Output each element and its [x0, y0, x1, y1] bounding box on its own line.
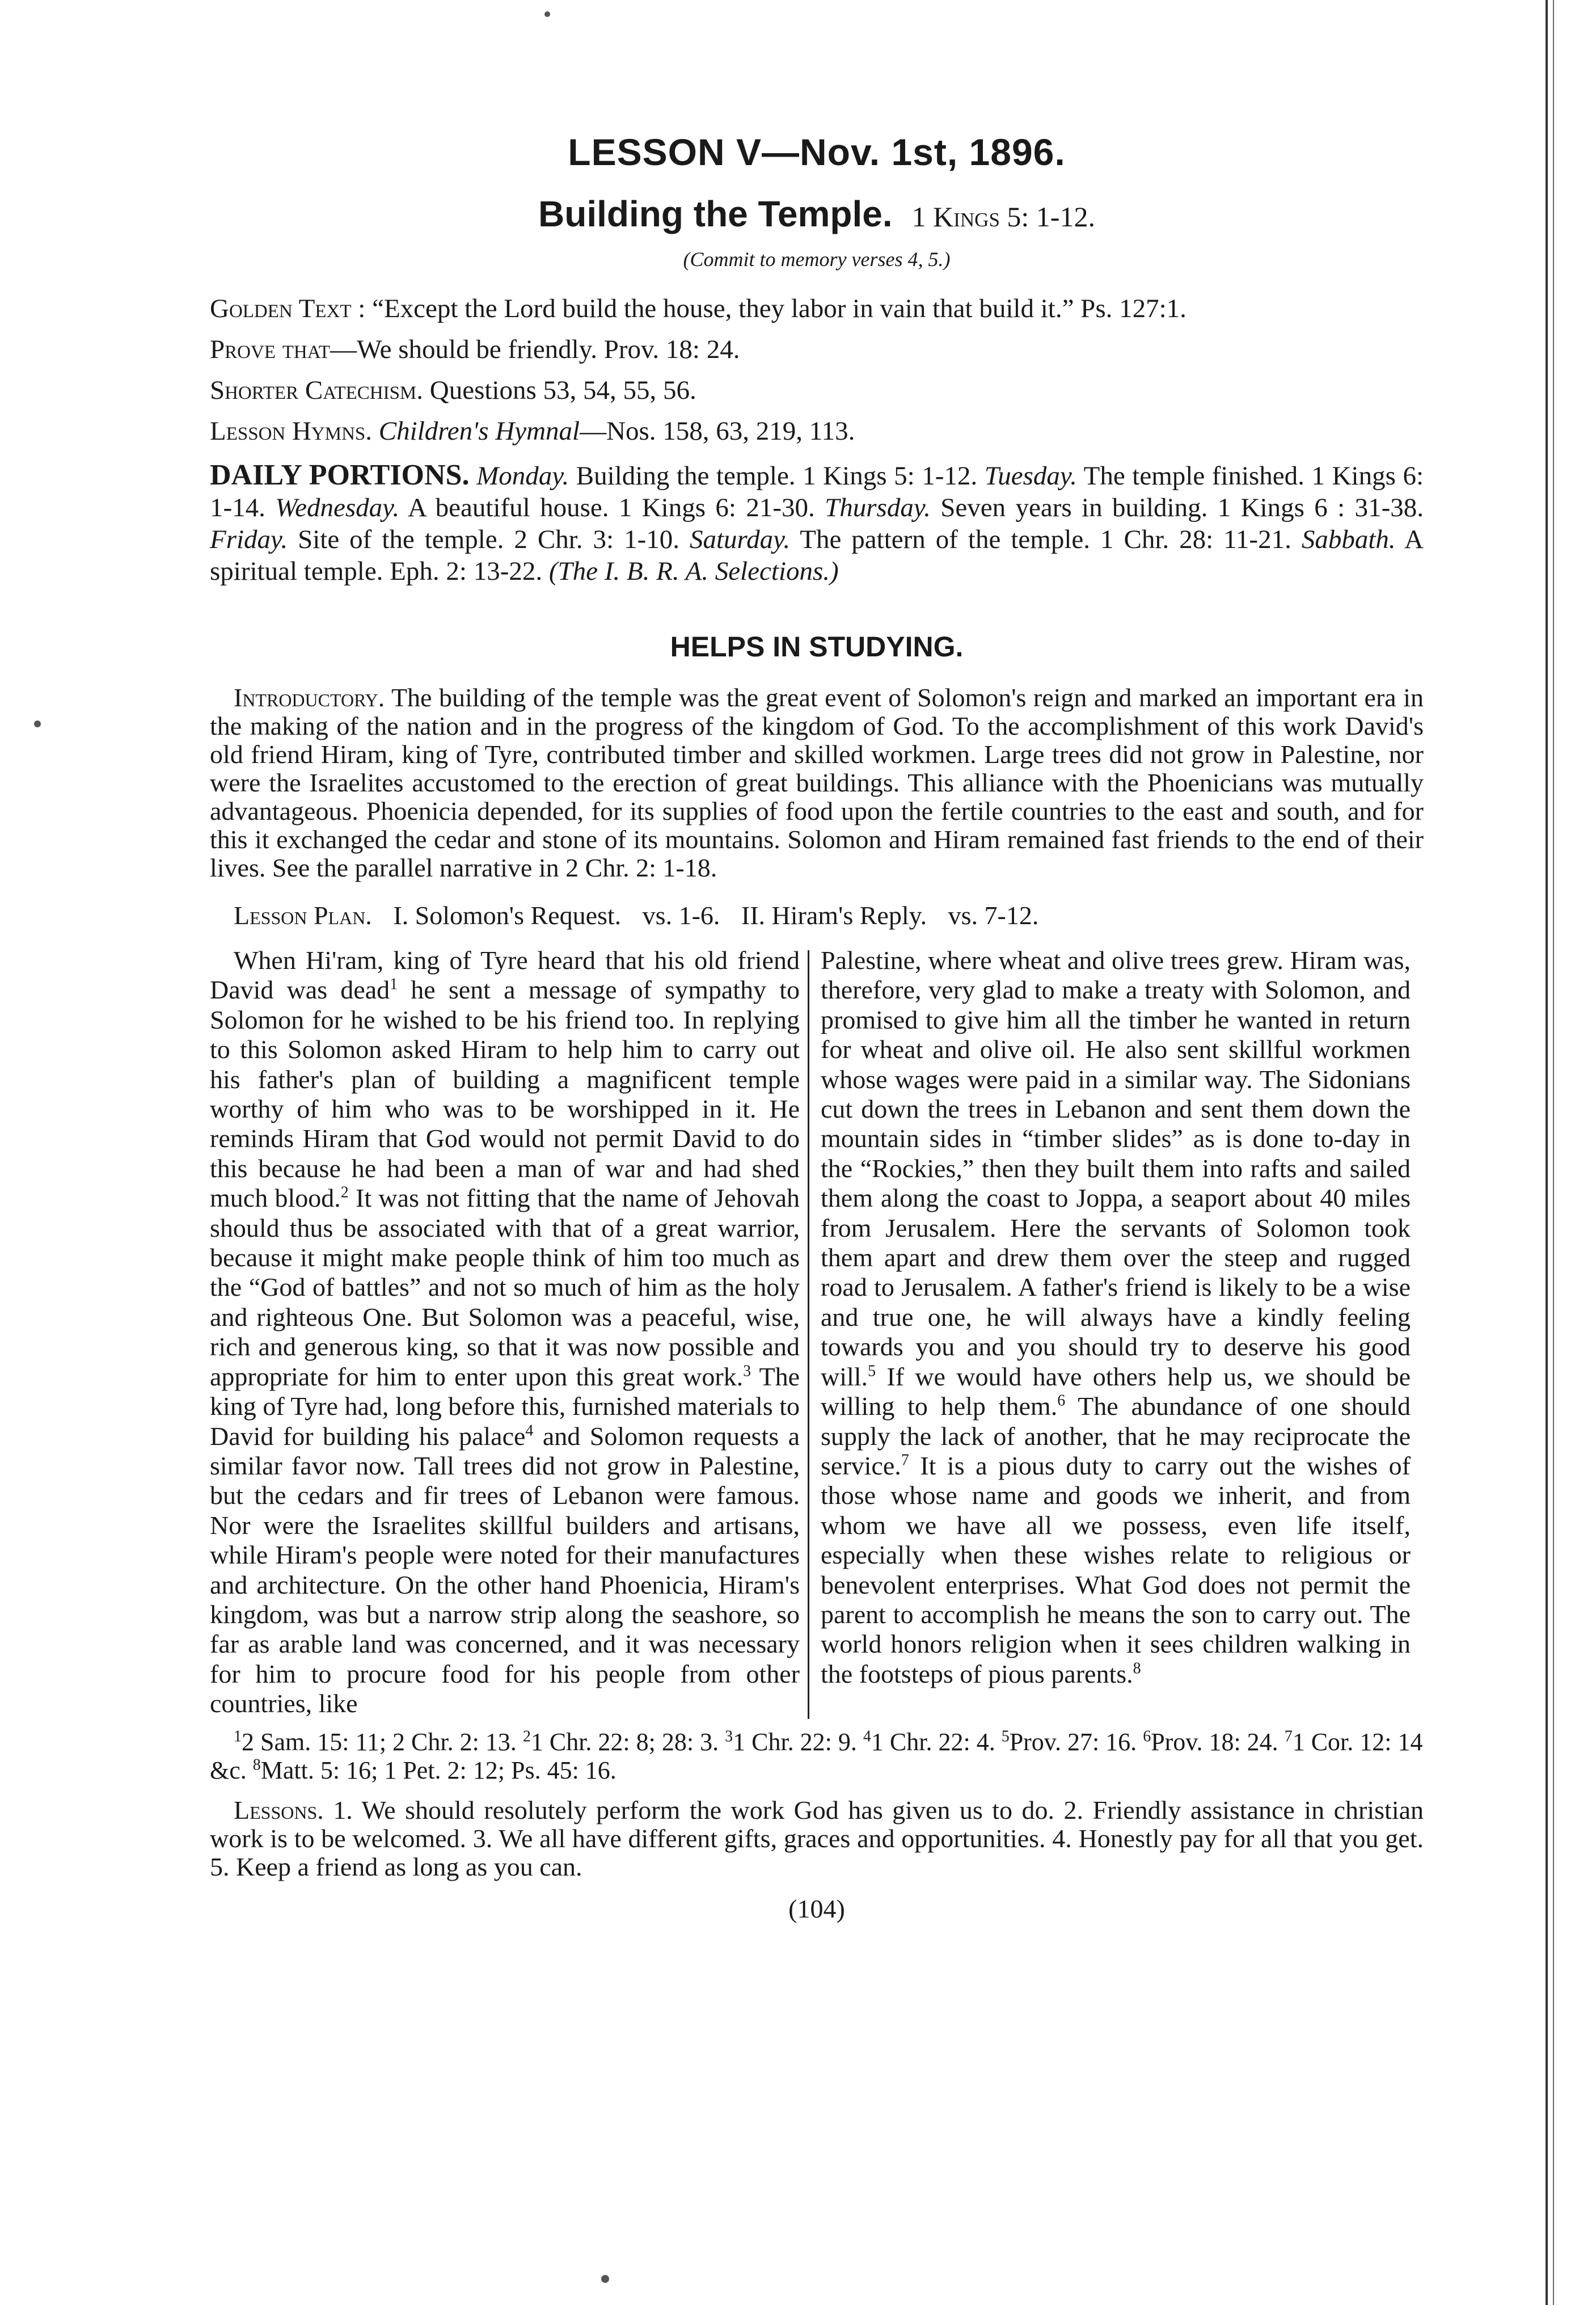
- lesson-plan-part2-ref: vs. 7-12.: [948, 901, 1039, 930]
- footnote-mark: 6: [1143, 1727, 1151, 1745]
- body-text: If we would have others help us, we should be willing to help them.: [821, 1362, 1411, 1421]
- golden-text-label: Golden Text :: [210, 294, 366, 323]
- right-column: [809, 946, 1411, 1719]
- body-text: he sent a message of sympathy to Solomon for he wished to be his friend too. In replying to this Solomon asked Hiram to help him to carry out his father's plan of building a magnificent temple worthy of him who was to be worshipped in it. He reminds Hiram that God would not permit David to do this because he had been a man of war and had shed much blood.: [210, 975, 800, 1213]
- lesson-plan-part1: I. Solomon's Request.: [393, 901, 622, 930]
- footnote-text: Prov. 27: 16.: [1009, 1727, 1143, 1756]
- daily-text: The temple finished. 1 Kings 6: 1-14.: [210, 461, 1424, 522]
- prove-that-body: —We should be friendly. Prov. 18: 24.: [330, 335, 740, 364]
- page-number: (104): [788, 1894, 845, 1923]
- daily-portions: [210, 460, 1424, 587]
- body-text: The abundance of one should supply the lack of another, that he may reciprocate the service.: [821, 1392, 1411, 1480]
- daily-text: Seven years in building. 1 Kings 6 : 31-38.: [930, 493, 1424, 522]
- lesson-plan-part2: II. Hiram's Reply.: [741, 901, 927, 930]
- footnote-ref: 4: [525, 1422, 534, 1440]
- footnote-ref: 3: [743, 1362, 751, 1380]
- footnote-mark: 1: [234, 1727, 242, 1745]
- hymns-label: Lesson Hymns.: [210, 416, 373, 446]
- daily-text: A beautiful house. 1 Kings 6: 21-30.: [399, 493, 825, 522]
- daily-day: Friday.: [210, 525, 288, 554]
- golden-text: [210, 288, 1424, 329]
- introductory-label: Introductory.: [234, 683, 385, 712]
- daily-credit: (The I. B. R. A. Selections.): [548, 557, 839, 586]
- scan-speck: [34, 720, 41, 727]
- daily-portions-label: DAILY PORTIONS.: [210, 459, 470, 491]
- lessons-body: 1. We should resolutely perform the work God has given us to do. 2. Friendly assistance in christian work is to be welcomed. 3. We all have different gifts, graces and opportunities. 4. Honestly pay for all that you get. 5. Keep a friend as long as you can.: [210, 1795, 1424, 1881]
- footnote-text: 1 Chr. 22: 4.: [871, 1727, 1002, 1756]
- hymns-body: —Nos. 158, 63, 219, 113.: [580, 416, 855, 446]
- footnote-mark: 8: [252, 1755, 261, 1773]
- body-text: It was not fitting that the name of Jehovah should thus be associated with that of a great warrior, because it might make people think of him too much as the “God of battles” and not so much of him as the holy and righteous One. But Solomon was a peaceful, wise, rich and generous king, so that it was now possible and appropriate for him to enter upon this great work.: [210, 1183, 800, 1391]
- body-text: When Hi'ram, king of Tyre heard that his old friend David was dead: [210, 946, 800, 1005]
- daily-day: Monday.: [476, 461, 569, 491]
- lesson-subtitle: Building the Temple.: [538, 193, 893, 234]
- prove-that-label: Prove that: [210, 335, 331, 364]
- two-column-body: [210, 946, 1424, 1719]
- daily-day: Thursday.: [825, 493, 931, 522]
- document-page: [210, 130, 1424, 1924]
- footnote-ref: 5: [868, 1362, 876, 1380]
- footnotes: [210, 1728, 1424, 1785]
- daily-text: The pattern of the temple. 1 Chr. 28: 11-21.: [790, 525, 1302, 554]
- prove-that: [210, 329, 1424, 370]
- daily-day: Saturday.: [689, 525, 791, 554]
- introductory-paragraph: [210, 684, 1424, 882]
- footnote-ref: 6: [1057, 1392, 1066, 1410]
- footnote-text: 1 Cor. 12: 14 &c.: [210, 1727, 1423, 1784]
- body-text: Palestine, where wheat and olive trees grew. Hiram was, therefore, very glad to make a treaty with Solomon, and promised to give him all the timber he wanted in return for wheat and olive oil. He also sent skillful workmen whose wages were paid in a similar way. The Sidonians cut down the trees in Lebanon and sent them down the mountain sides in “timber slides” as is done to-day in the “Rockies,” then they built them into rafts and sailed them along the coast to Joppa, a seaport about 40 miles from Jerusalem. Here the servants of Solomon took them apart and drew them over the steep and rugged road to Jerusalem. A father's friend is likely to be a wise and true one, he will always have a kindly feeling towards you and you should try to deserve his good will.: [821, 946, 1411, 1391]
- footnote-mark: 4: [863, 1727, 871, 1745]
- daily-day: Sabbath.: [1301, 525, 1396, 554]
- lesson-plan: [234, 901, 1424, 930]
- body-text: The king of Tyre had, long before this, furnished materials to David for building his palace: [210, 1362, 800, 1451]
- scan-speck: [601, 2275, 609, 2283]
- daily-text: A spiritual temple. Eph. 2: 13-22.: [210, 525, 1424, 586]
- footnote-text: 2 Sam. 15: 11; 2 Chr. 2: 13.: [242, 1727, 523, 1756]
- lesson-title: LESSON V—Nov. 1st, 1896.: [568, 131, 1066, 173]
- body-text: and Solomon requests a similar favor now. Tall trees did not grow in Palestine, but the cedars and fir trees of Lebanon were famous. Nor were the Israelites skillful builders and artisans, while Hiram's people were noted for their manufactures and architecture. On the other hand Phoenicia, Hiram's kingdom, was but a narrow strip along the seashore, so far as arable land was concerned, and it was necessary for him to procure food for his people from other countries, like: [210, 1421, 800, 1718]
- lesson-plan-label: Lesson Plan.: [234, 901, 372, 930]
- lesson-subtitle-row: [210, 193, 1424, 235]
- catechism-body: Questions 53, 54, 55, 56.: [429, 376, 696, 405]
- lesson-plan-part1-ref: vs. 1-6.: [642, 901, 720, 930]
- footnote-text: Matt. 5: 16; 1 Pet. 2: 12; Ps. 45: 16.: [260, 1756, 617, 1784]
- footnote-mark: 5: [1001, 1727, 1010, 1745]
- catechism-label: Shorter Catechism.: [210, 376, 424, 405]
- footnote-mark: 3: [725, 1727, 733, 1745]
- lessons-label: Lessons.: [234, 1795, 324, 1824]
- daily-text: Site of the temple. 2 Chr. 3: 1-10.: [288, 525, 690, 554]
- introductory-body: The building of the temple was the great event of Solomon's reign and marked an important era in the making of the nation and in the progress of the kingdom of God. To the accomplishment of this work David's old friend Hiram, king of Tyre, contributed timber and skilled workmen. Large trees did not grow in Palestine, nor were the Israelites accustomed to the erection of great buildings. This alliance with the Phoenicians was mutually advantageous. Phoenicia depended, for its supplies of food upon the fertile countries to the east and south, and for this it exchanged the cedar and stone of its mountains. Solomon and Hiram remained fast friends to the end of their lives. See the parallel narrative in 2 Chr. 2: 1-18.: [210, 683, 1424, 882]
- left-column: [210, 946, 808, 1719]
- footnote-mark: 2: [522, 1727, 531, 1745]
- footnote-text: 1 Chr. 22: 9.: [733, 1727, 863, 1756]
- golden-text-body: “Except the Lord build the house, they labor in vain that build it.” Ps. 127:1.: [372, 294, 1187, 323]
- lesson-hymns: [210, 411, 1424, 452]
- footnote-ref: 7: [901, 1451, 909, 1469]
- body-text: It is a pious duty to carry out the wishes of those whose name and goods we inherit, and from whom we have all we possess, even life itself, especially when these wishes relate to religious or benevolent enterprises. What God does not permit the parent to accomplish he means the son to carry out. The world honors religion when it sees children walking in the footsteps of pious parents.: [821, 1451, 1411, 1688]
- footnote-mark: 7: [1284, 1727, 1293, 1745]
- helps-heading: HELPS IN STUDYING.: [670, 631, 964, 663]
- memory-note: (Commit to memory verses 4, 5.): [683, 248, 951, 271]
- shorter-catechism: [210, 370, 1424, 411]
- binding-edge-line: [1546, 0, 1548, 2305]
- daily-day: Tuesday.: [984, 461, 1077, 491]
- footnote-ref: 8: [1133, 1659, 1141, 1678]
- footnote-text: 1 Chr. 22: 8; 28: 3.: [530, 1727, 725, 1756]
- footnote-ref: 1: [390, 976, 398, 994]
- lessons-paragraph: [210, 1796, 1424, 1881]
- daily-day: Wednesday.: [275, 493, 400, 522]
- daily-text: Building the temple. 1 Kings 5: 1-12.: [569, 461, 985, 491]
- hymns-book: Children's Hymnal: [378, 416, 580, 446]
- footnote-ref: 2: [340, 1183, 349, 1202]
- binding-edge-line-inner: [1553, 0, 1554, 2305]
- scan-speck: [544, 11, 550, 17]
- lesson-scripture-ref: 1 Kings 5: 1-12.: [911, 201, 1095, 233]
- footnote-text: Prov. 18: 24.: [1151, 1727, 1285, 1756]
